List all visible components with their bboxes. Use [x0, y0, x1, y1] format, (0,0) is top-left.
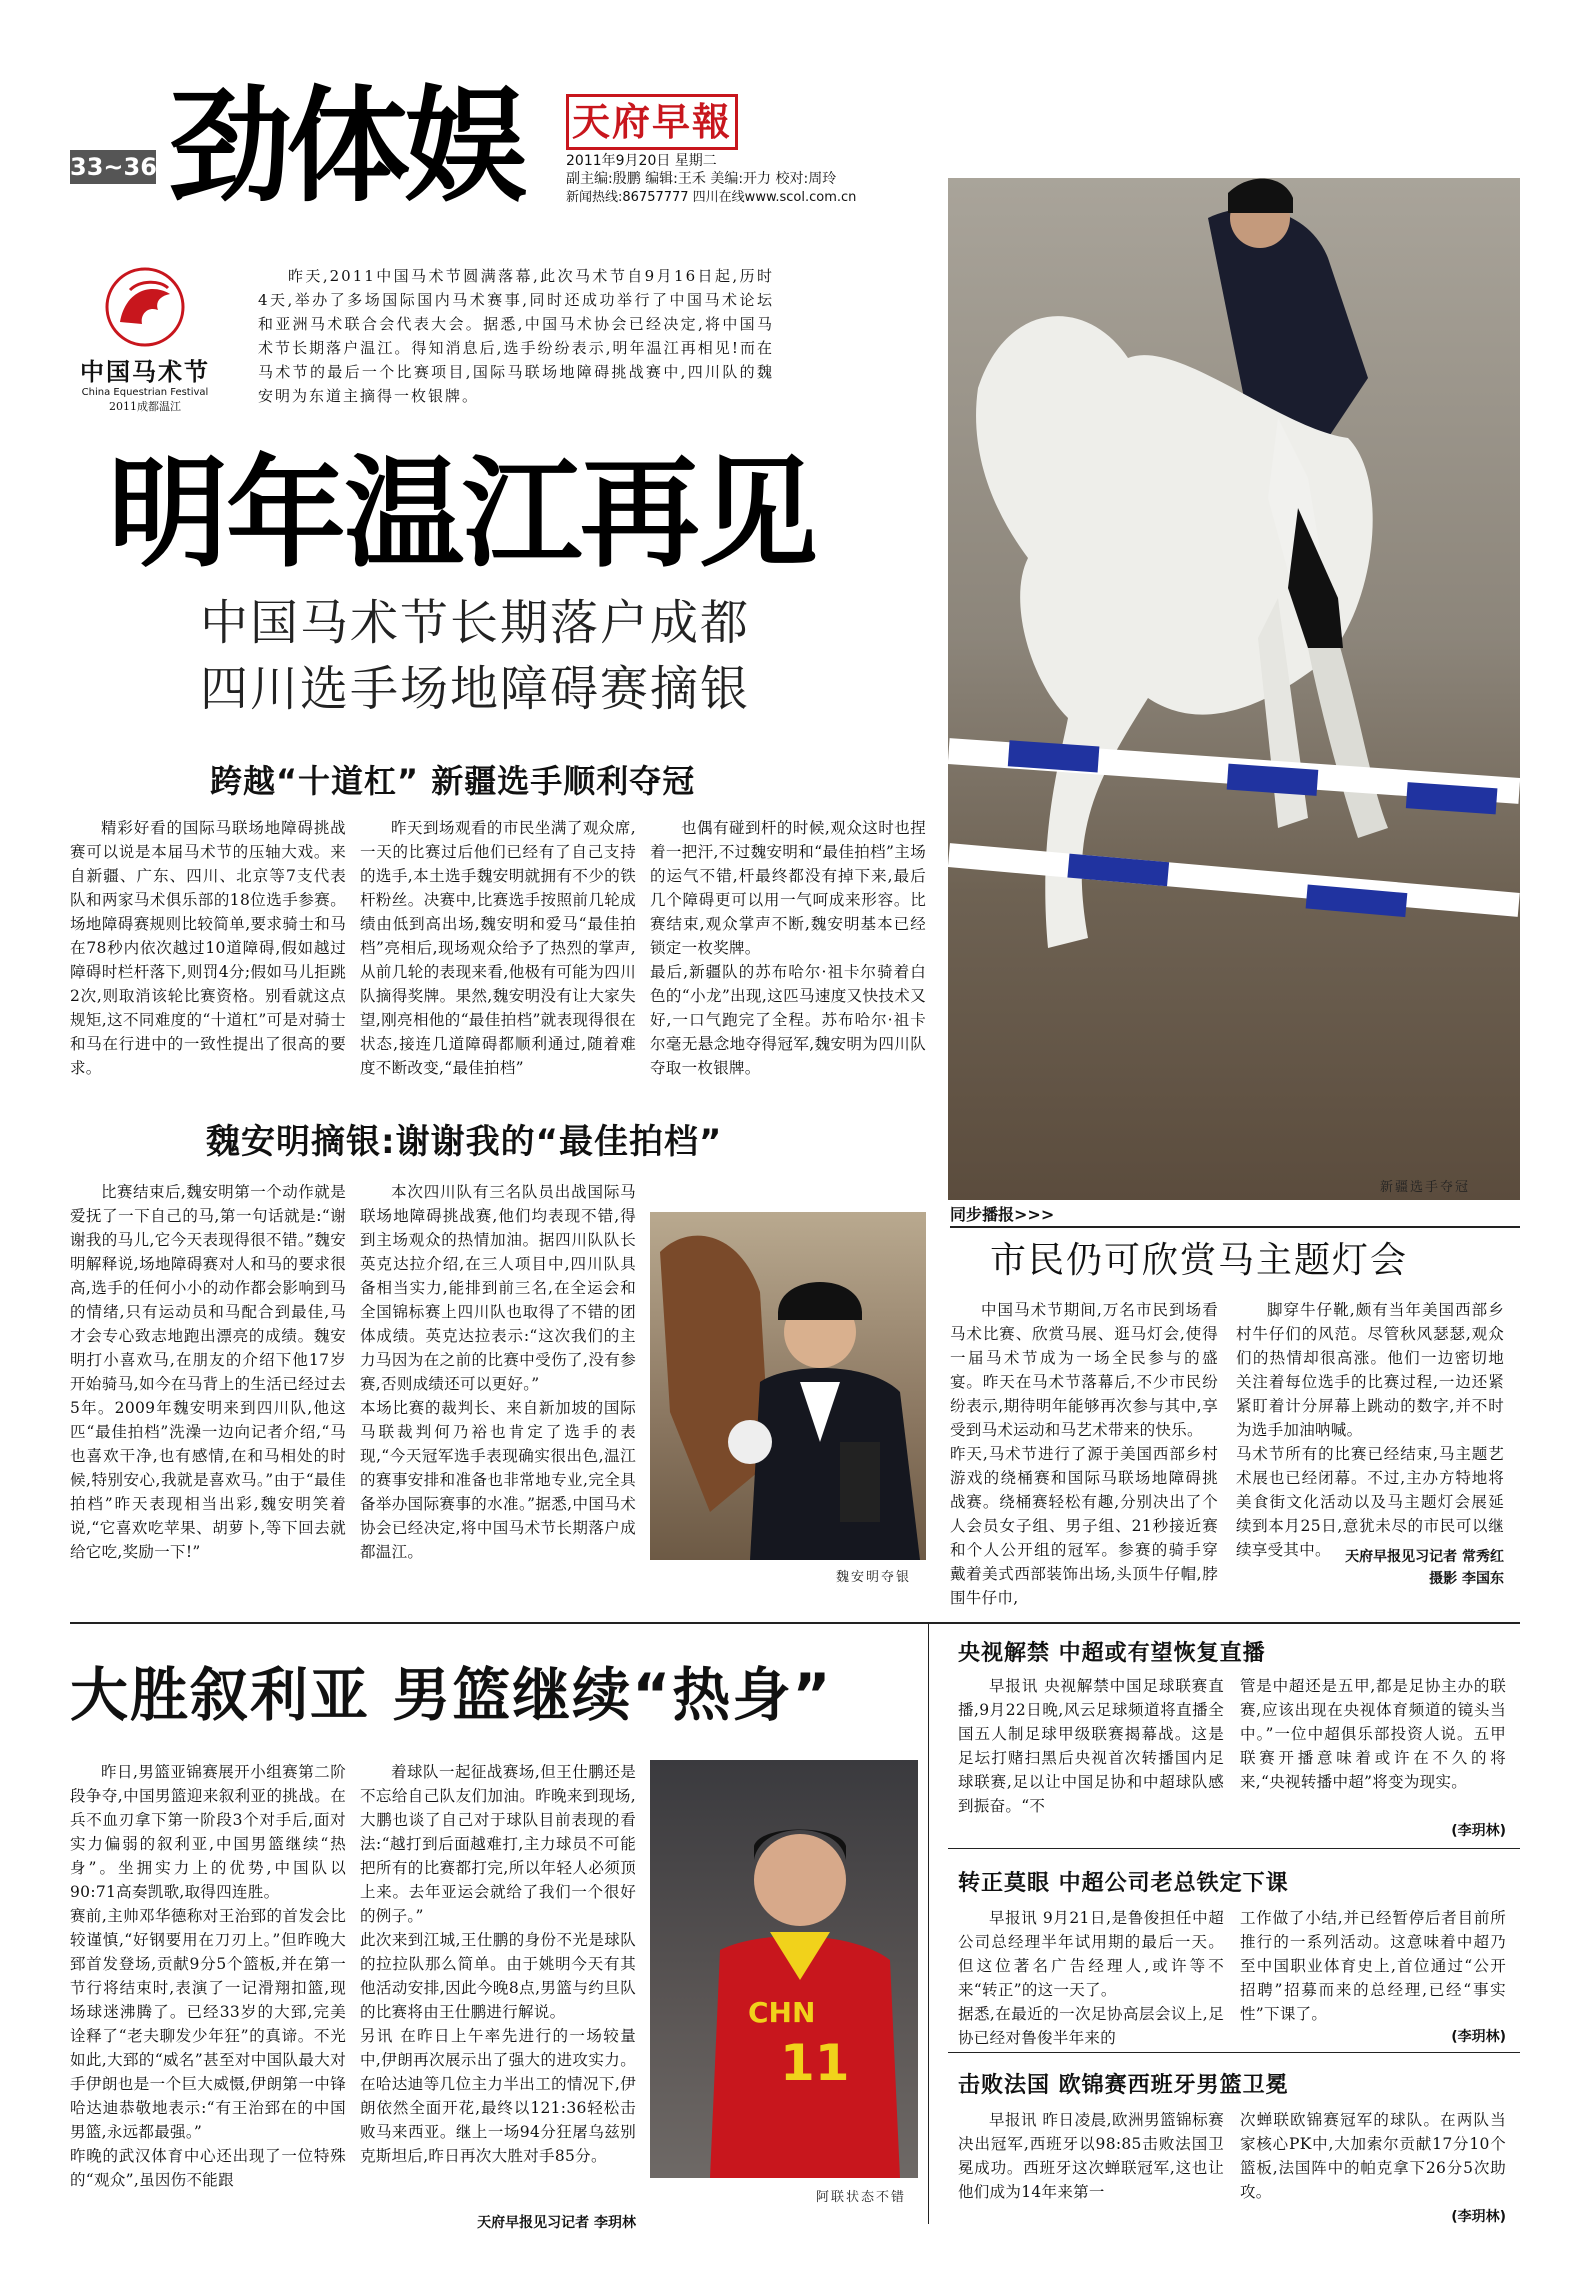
paper-name-logo: 天府早報 — [566, 94, 738, 150]
brief1-column-2: 管是中超还是五甲,都是足协主办的联赛,应该出现在央视体育频道的镜头当中。”一位中超俱乐部投资人说。五甲联赛开播意味着或许在不久的将来,“央视转播中超”将变为现实。 — [1240, 1677, 1506, 1791]
sidebar1-column-1: 中国马术节期间,万名市民到场看马术比赛、欣赏马展、逛马灯会,使得一届马术节成为一场全民参与的盛宴。昨天在马术节落幕后,不少市民纷纷表示,期待明年能够再次参与其中,享受到马术运动和马艺术带来的快乐。 昨天,马术节进行了源于美国西部乡村游戏的绕桶赛和国际马联场地障碍挑战赛。绕桶赛轻松有趣,分别决出了个人会员女子组、男子组、21秒接近赛和个人公开组的冠军。参赛的骑手穿戴着美式西部装饰出场,头顶牛仔帽,脖围牛仔巾, — [950, 1301, 1218, 1607]
section2-title: 魏安明摘银:谢谢我的“最佳拍档” — [206, 1122, 723, 1162]
sidebar1-kicker: 同步播报>>> — [950, 1205, 1055, 1224]
section2-column-1: 比赛结束后,魏安明第一个动作就是爱抚了一下自己的马,第一句话就是:“谢谢我的马儿,它今天表现得很不错。”魏安明解释说,场地障碍赛对人和马的要求很高,选手的任何小小的动作都会影响到马的情绪,只有运动员和马配合到最佳,马才会专心致志地跑出漂亮的成绩。魏安明打小喜欢马,在朋友的介绍下他17岁开始骑马,如今在马背上的生活已经过去5年。2009年魏安明来到四川队,他这匹“最佳拍档”洗澡一边向记者介绍,“马也喜欢干净,也有感情,在和马相处的时候,特别安心,我就是喜欢马。”由于“最佳拍档”昨天表现相当出彩,魏安明笑着说,“它喜欢吃苹果、胡萝卜,等下回去就给它吃,奖励一下!” — [70, 1183, 346, 1561]
sub-headline-1: 中国马术节长期落户成都 — [200, 595, 751, 651]
photo-rider-with-horse — [650, 1212, 926, 1560]
basketball-column-2: 着球队一起征战赛场,但王仕鹏还是不忘给自己队友们加油。昨晚来到现场,大鹏也谈了自己对于球队目前表现的看法:“越打到后面越难打,主力球员不可能把所有的比赛都打完,所以年轻人必须顶上来。去年亚运会就给了我们一个很好的例子。” 此次来到江城,王仕鹏的身份不光是球队的拉拉队那么简单。由于姚明今天有其他活动安排,因此今晚8点,男篮与约旦队的比赛将由王仕鹏进行解说。 另讯 在昨日上午率先进行的一场较量中,伊朗再次展示出了强大的进攻实力。在哈达迪等几位主力半出工的情况下,伊朗依然全面开花,最终以121:36轻松击败马来西亚。继上一场94分狂屠乌兹别克斯坦后,昨日再次大胜对手85分。 — [360, 1763, 636, 2165]
festival-logo — [70, 262, 220, 422]
brief3-title: 击败法国 欧锦赛西班牙男篮卫冕 — [958, 2073, 1289, 2098]
page-range-badge: 33~36 — [70, 150, 156, 184]
section1-column-3: 也偶有碰到杆的时候,观众这时也捏着一把汗,不过魏安明和“最佳拍档”主场的运气不错,杆最终都没有掉下来,最后几个障碍更可以用一气呵成来形容。比赛结束,观众掌声不断,魏安明基本已经锁定一枚奖牌。 最后,新疆队的苏布哈尔·祖卡尔骑着白色的“小龙”出现,这匹马速度又快技术又好,一口气跑完了全程。苏布哈尔·祖卡尔毫无悬念地夺得冠军,魏安明为四川队夺取一枚银牌。 — [650, 819, 926, 1077]
section1-column-1: 精彩好看的国际马联场地障碍挑战赛可以说是本届马术节的压轴大戏。来自新疆、广东、四川、北京等7支代表队和两家马术俱乐部的18位选手参赛。场地障碍赛规则比较简单,要求骑士和马在78秒内依次越过10道障碍,假如越过障碍时栏杆落下,则罚4分;假如马儿拒跳2次,则取消该轮比赛资格。别看就这点规矩,这不同难度的“十道杠”可是对骑士和马在行进中的一致性提出了很高的要求。 — [70, 819, 346, 1077]
vertical-divider — [928, 1624, 929, 2224]
sidebar1-byline-photo: 摄影 李国东 — [1429, 1571, 1504, 1587]
brief2-column-2: 工作做了小结,并已经暂停后者目前所推行的一系列活动。这意味着中超乃至中国职业体育史上,首位通过“公开招聘”招募而来的总经理,已经“事实性”下课了。 — [1240, 1909, 1506, 2023]
brief2-column-1: 早报讯 9月21日,是鲁俊担任中超公司总经理半年试用期的最后一天。但这位著名广告经理人,或许等不来“转正”的这一天了。 据悉,在最近的一次足协高层会议上,足协已经对鲁俊半年来的 — [958, 1909, 1224, 2047]
date-line: 2011年9月20日 星期二 — [566, 153, 717, 169]
basketball-byline: 天府早报见习记者 李玥林 — [477, 2215, 636, 2231]
logo-en-name: China Equestrian Festival — [81, 387, 209, 398]
basketball-headline: 大胜叙利亚 男篮继续“热身” — [70, 1661, 833, 1729]
sidebar1-rule — [950, 1226, 1520, 1228]
brief2-title: 转正莫眼 中超公司老总铁定下课 — [958, 1871, 1289, 1896]
hero-photo-caption: 新疆选手夺冠 — [1380, 1180, 1471, 1195]
logo-sub: 2011成都温江 — [109, 400, 181, 413]
section2-column-2: 本次四川队有三名队员出战国际马联场地障碍挑战赛,他们均表现不错,得到主场观众的热情加油。据四川队队长英克达拉介绍,在三人项目中,四川队具备相当实力,能排到前三名,在全运会和全国锦标赛上四川队也取得了不错的团体成绩。英克达拉表示:“这次我们的主力马因为在之前的比赛中受伤了,没有参赛,否则成绩还可以更好。” 本场比赛的裁判长、来自新加坡的国际马联裁判何乃裕也肯定了选手的表现,“今天冠军选手表现确实很出色,温江的赛事安排和准备也非常地专业,完全具备举办国际赛事的水准。”据悉,中国马术协会已经决定,将中国马术节长期落户成都温江。 — [360, 1183, 636, 1561]
hero-photo-show-jumping — [948, 178, 1520, 1200]
lead-paragraph: 昨天,2011中国马术节圆满落幕,此次马术节自9月16日起,历时4天,举办了多场国际国内马术赛事,同时还成功举行了中国马术论坛和亚洲马术联合会代表大会。据悉,中国马术协会已经决定,将中国马术节长期落户温江。得知消息后,选手纷纷表示,明年温江再相见!而在马术节的最后一个比赛项目,国际马联场地障碍挑战赛中,四川队的魏安明为东道主摘得一枚银牌。 — [258, 267, 774, 405]
main-headline: 明年温江再见 — [108, 445, 816, 584]
brief3-byline: (李玥林) — [1451, 2209, 1506, 2225]
sidebar1-byline-reporter: 天府早报见习记者 常秀红 — [1345, 1549, 1504, 1565]
hotline-line: 新闻热线:86757777 四川在线www.scol.com.cn — [566, 190, 857, 205]
sidebar1-title: 市民仍可欣赏马主题灯会 — [990, 1240, 1409, 1281]
sidebar1-column-2: 脚穿牛仔靴,颇有当年美国西部乡村牛仔们的风范。尽管秋风瑟瑟,观众们的热情却很高涨。他们一边密切地关注着每位选手的比赛过程,一边还紧紧盯着计分屏幕上跳动的数字,并不时为选手加油呐喊。 马术节所有的比赛已经结束,马主题艺术展也已经闭幕。不过,主办方特地将美食街文化活动以及马主题灯会展延续到本月25日,意犹未尽的市民可以继续享受其中。 — [1236, 1301, 1504, 1559]
sub-headline-2: 四川选手场地障碍赛摘银 — [200, 661, 751, 717]
brief1-title: 央视解禁 中超或有望恢复直播 — [958, 1641, 1266, 1666]
horse-emblem-icon — [70, 262, 220, 352]
photo-basketball-player — [650, 1760, 918, 2178]
svg-text:CHN: CHN — [748, 1996, 816, 2029]
brief2-byline: (李玥林) — [1451, 2029, 1506, 2045]
section-title: 劲体娱 — [168, 75, 523, 219]
section2-photo-caption: 魏安明夺银 — [836, 1570, 912, 1585]
brief-divider-2 — [948, 2052, 1520, 2053]
logo-cn-name: 中国马术节 — [80, 357, 210, 386]
brief1-column-1: 早报讯 央视解禁中国足球联赛直播,9月22日晚,风云足球频道将直播全国五人制足球甲级联赛揭幕战。这是足坛打赌扫黑后央视首次转播国内足球联赛,足以让中国足协和中超球队感到振奋。“不 — [958, 1677, 1224, 1815]
horizontal-divider — [70, 1622, 1520, 1624]
brief1-byline: (李玥林) — [1451, 1823, 1506, 1839]
section1-column-2: 昨天到场观看的市民坐满了观众席,一天的比赛过后他们已经有了自己支持的选手,本土选手魏安明就拥有不少的铁杆粉丝。决赛中,比赛选手按照前几轮成绩由低到高出场,魏安明和爱马“最佳拍档”亮相后,现场观众给予了热烈的掌声,从前几轮的表现来看,他极有可能为四川队摘得奖牌。果然,魏安明没有让大家失望,刚亮相他的“最佳拍档”就表现得很在状态,接连几道障碍都顺利通过,随着难度不断改变,“最佳拍档” — [360, 819, 636, 1077]
brief3-column-1: 早报讯 昨日凌晨,欧洲男篮锦标赛决出冠军,西班牙以98:85击败法国卫冕成功。西班牙这次蝉联冠军,这也让他们成为14年来第一 — [958, 2111, 1224, 2201]
svg-text:11: 11 — [780, 2034, 850, 2092]
basketball-column-1: 昨日,男篮亚锦赛展开小组赛第二阶段争夺,中国男篮迎来叙利亚的挑战。在兵不血刃拿下第一阶段3个对手后,面对实力偏弱的叙利亚,中国男篮继续“热身”。坐拥实力上的优势,中国队以90:71高奏凯歌,取得四连胜。 赛前,主帅邓华德称对王治郅的首发会比较谨慎,“好钢要用在刀刃上。”但昨晚大郅首发登场,贡献9分5个篮板,并在第一节行将结束时,表演了一记滑翔扣篮,现场球迷沸腾了。已经33岁的大郅,完美诠释了“老夫聊发少年狂”的真谛。不光如此,大郅的“威名”甚至对中国队最大对手伊朗也是一个巨大威慑,伊朗第一中锋哈达迪恭敬地表示:“有王治郅在的中国男篮,永远都最强。” 昨晚的武汉体育中心还出现了一位特殊的“观众”,虽因伤不能跟 — [70, 1763, 346, 2189]
brief3-column-2: 次蝉联欧锦赛冠军的球队。在两队当家核心PK中,大加索尔贡献17分10个篮板,法国阵中的帕克拿下26分5次助攻。 — [1240, 2111, 1506, 2201]
brief-divider-1 — [948, 1848, 1520, 1849]
section1-title: 跨越“十道杠” 新疆选手顺利夺冠 — [210, 762, 696, 800]
basketball-photo-caption: 阿联状态不错 — [816, 2190, 907, 2205]
editors-line: 副主编:殷鹏 编辑:王禾 美编:开力 校对:周玲 — [566, 171, 837, 187]
